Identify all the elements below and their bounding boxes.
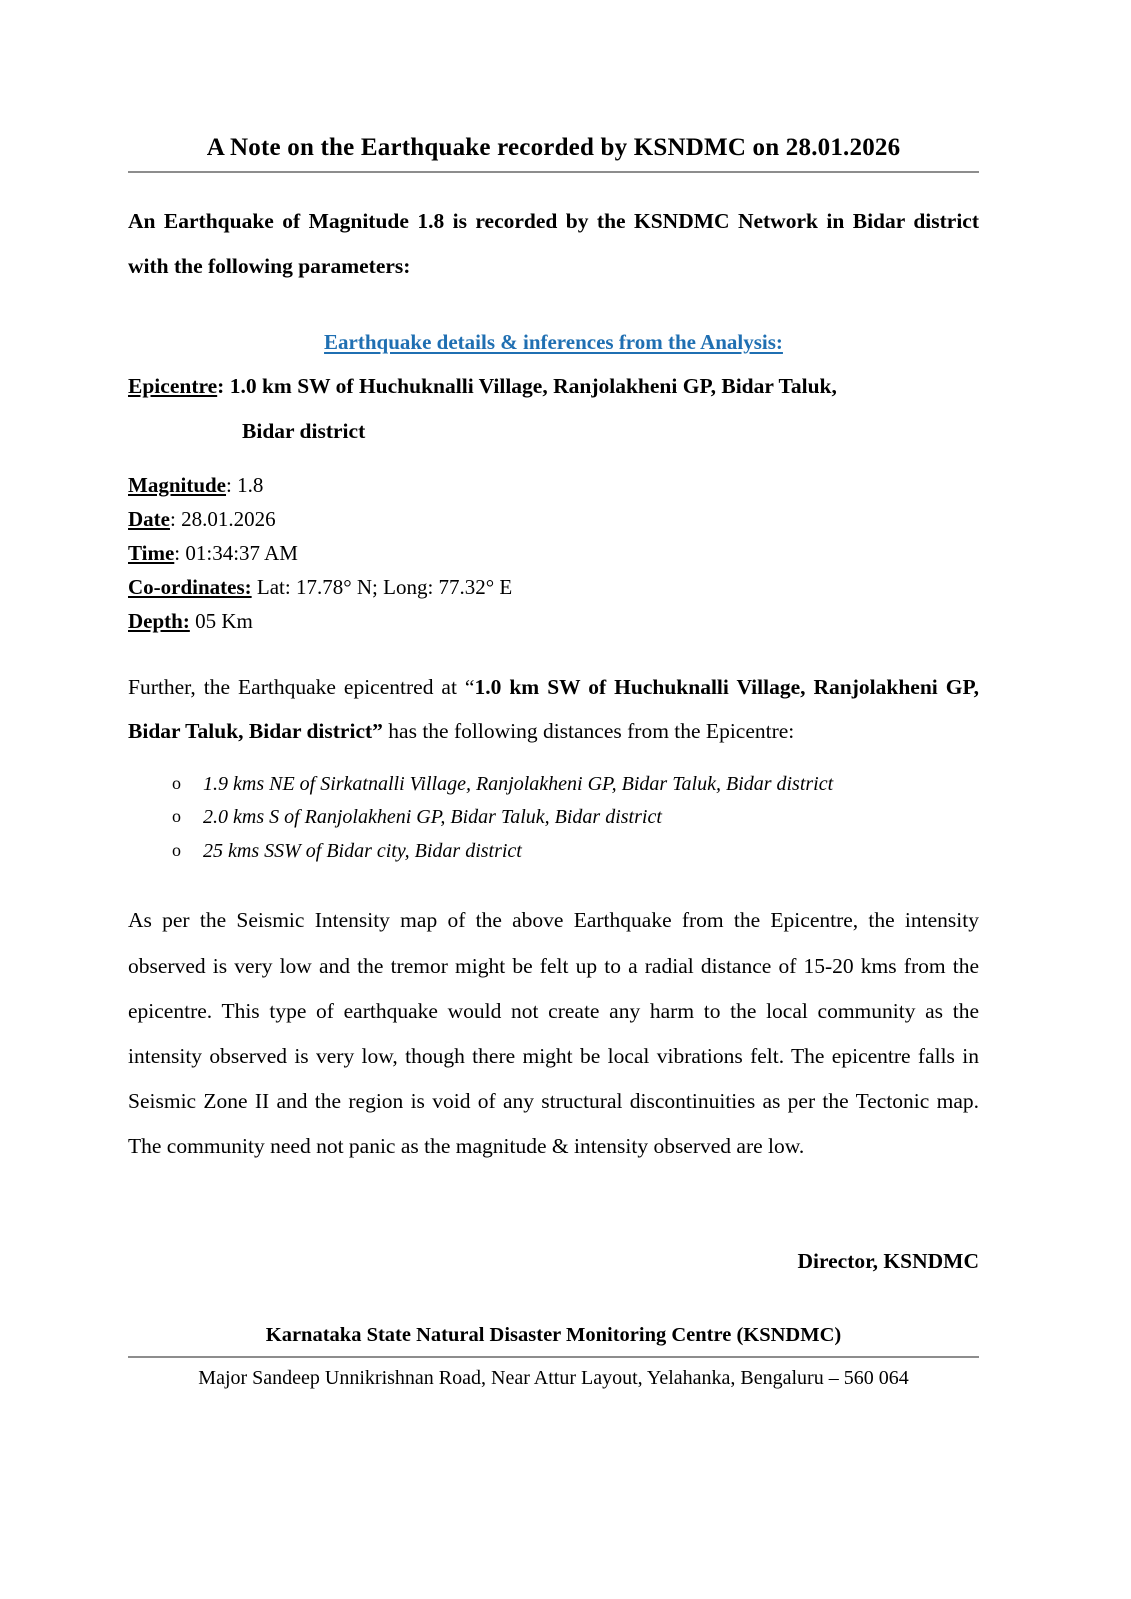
list-item [128, 768, 979, 802]
parameter-separator: : [226, 472, 238, 497]
parameter-value: Lat: 17.78° N; Long: 77.32° E [256, 575, 513, 600]
list-item-text: 25 kms SSW of Bidar city, Bidar district [203, 839, 522, 862]
epicentre-line [128, 371, 979, 402]
parameter-key: Depth: [128, 609, 190, 634]
section-heading [128, 330, 979, 355]
epicentre-separator: : [217, 374, 230, 399]
footer-divider [128, 1356, 979, 1358]
parameter-key: Time [128, 541, 175, 566]
document-footer [128, 1322, 979, 1392]
parameter-key: Date [128, 506, 170, 531]
parameter-key: Co-ordinates: [128, 575, 252, 600]
parameter-row-time [128, 536, 979, 570]
signature-line: Director, KSNDMC [797, 1249, 979, 1274]
parameter-row-magnitude [128, 468, 979, 502]
list-item-text: 2.0 kms S of Ranjolakheni GP, Bidar Taluk, Bidar district [203, 806, 662, 829]
further-lead: Further, the Earthquake epicentred at “ [128, 674, 475, 699]
parameter-row-date [128, 502, 979, 536]
page-content [128, 0, 979, 1392]
section-heading-text: Earthquake details & inferences from the Analysis: [324, 330, 783, 355]
parameter-value: 1.8 [237, 472, 264, 497]
epicentre-value-line2: Bidar district [242, 419, 366, 444]
distance-list [128, 768, 979, 869]
further-tail: has the following distances from the Epicentre: [382, 719, 795, 744]
parameter-row-depth [128, 604, 979, 638]
footer-organisation: Karnataka State Natural Disaster Monitoring Centre (KSNDMC) [265, 1324, 842, 1347]
parameter-separator: : [169, 506, 182, 531]
parameter-key: Magnitude [128, 472, 227, 497]
parameter-list [128, 468, 979, 639]
further-paragraph [128, 665, 979, 754]
epicentre-label: Epicentre [128, 374, 218, 399]
parameter-row-coordinates [128, 570, 979, 604]
list-item [128, 801, 979, 835]
footer-address: Major Sandeep Unnikrishnan Road, Near Attur Layout, Yelahanka, Bengaluru – 560 064 [198, 1366, 909, 1389]
further-bold-location: 1.0 km SW of Huchuknalli Village, Ranjolakheni GP, Bidar Taluk, Bidar district [128, 674, 979, 744]
list-bullet-icon: o [172, 839, 181, 860]
intro-paragraph: An Earthquake of Magnitude 1.8 is recorded by the KSNDMC Network in Bidar district with the following parameters: [128, 209, 979, 278]
page-title: A Note on the Earthquake recorded by KSNDMC on 28.01.2026 [206, 134, 901, 161]
body-paragraph: As per the Seismic Intensity map of the above Earthquake from the Epicentre, the intensity observed is very low and the tremor might be felt up to a radial distance of 15-20 kms from the epicentre. This type of earthquake would not create any harm to the local community as the intensity observed is very low, though there might be local vibrations felt. The epicentre falls in Seismic Zone II and the region is void of any structural discontinuities as per the Tectonic map. The community need not panic as the magnitude & intensity observed are low. [128, 908, 979, 1159]
parameter-value: 01:34:37 AM [185, 541, 298, 566]
list-item-text: 1.9 kms NE of Sirkatnalli Village, Ranjolakheni GP, Bidar Taluk, Bidar district [203, 772, 834, 795]
epicentre-value-line1: 1.0 km SW of Huchuknalli Village, Ranjolakheni GP, Bidar Taluk, [229, 374, 837, 399]
list-bullet-icon: o [172, 806, 181, 827]
parameter-value: 05 Km [195, 609, 253, 634]
parameter-value: 28.01.2026 [181, 506, 276, 531]
list-bullet-icon: o [172, 772, 181, 793]
list-item [128, 835, 979, 869]
further-close-quote: ” [372, 719, 383, 744]
parameter-separator: : [174, 541, 186, 566]
title-divider [128, 171, 979, 173]
